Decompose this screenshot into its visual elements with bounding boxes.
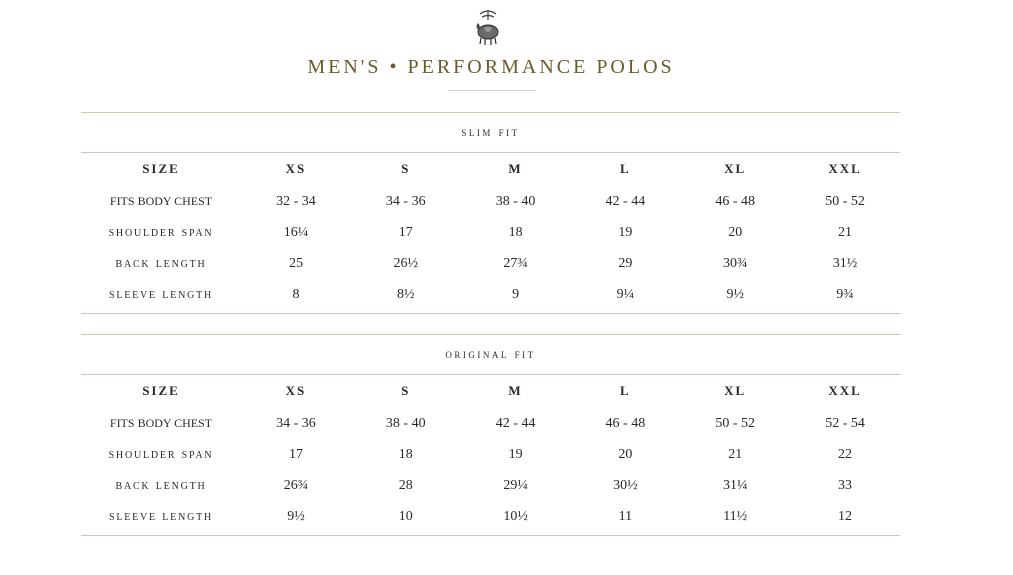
table-row — [81, 408, 900, 439]
header-cell: XL — [724, 383, 747, 398]
section-top-divider — [81, 112, 900, 113]
row-label: FITS BODY CHEST — [109, 194, 213, 208]
table-row — [81, 217, 900, 248]
table-cell: 26¾ — [283, 477, 309, 493]
row-label: sleeve length — [108, 508, 214, 524]
table-cell: 18 — [398, 446, 413, 462]
table-cell: 29 — [618, 255, 633, 271]
table-row — [81, 501, 900, 532]
table-cell: 25 — [288, 255, 303, 271]
table-cell: 8½ — [397, 286, 415, 302]
table-cell: 38 - 40 — [385, 415, 426, 431]
header-cell: XS — [285, 161, 307, 176]
table-cell: 12 — [838, 508, 853, 524]
table-cell: 34 - 36 — [276, 415, 316, 431]
section-title: original fit — [445, 346, 536, 361]
section-bottom-divider — [81, 535, 900, 536]
table-row — [81, 470, 900, 501]
table-cell: 26½ — [393, 255, 418, 271]
table-cell: 19 — [618, 224, 633, 240]
table-cell: 21 — [728, 446, 743, 462]
table-header-row — [81, 374, 900, 408]
table-cell: 33 — [838, 477, 853, 493]
table-row — [81, 248, 900, 279]
header-cell: M — [508, 383, 523, 398]
table-cell: 8 — [292, 286, 300, 302]
header-cell: XXL — [828, 161, 862, 176]
table-cell: 17 — [288, 446, 303, 462]
row-label: back length — [115, 255, 207, 271]
table-cell: 9 — [512, 286, 520, 302]
table-cell: 10 — [398, 508, 413, 524]
table-cell: 20 — [618, 446, 633, 462]
size-table — [81, 152, 900, 310]
row-label: sleeve length — [108, 286, 214, 302]
table-cell: 50 - 52 — [715, 415, 756, 431]
table-cell: 9¾ — [836, 286, 854, 302]
table-cell: 16¼ — [283, 224, 309, 240]
header-cell: M — [508, 161, 523, 176]
header-cell: S — [401, 161, 411, 176]
header-cell: SIZE — [142, 383, 180, 398]
table-cell: 9½ — [726, 286, 744, 302]
table-cell: 42 - 44 — [495, 415, 536, 431]
table-cell: 21 — [838, 224, 853, 240]
header-cell: SIZE — [142, 161, 180, 176]
table-cell: 50 - 52 — [825, 193, 865, 209]
table-cell: 19 — [508, 446, 523, 462]
table-cell: 11½ — [723, 508, 748, 524]
row-label: FITS BODY CHEST — [109, 416, 213, 430]
table-cell: 31¼ — [722, 477, 748, 493]
table-cell: 31½ — [832, 255, 858, 271]
table-cell: 38 - 40 — [495, 193, 536, 209]
table-cell: 27¾ — [503, 255, 528, 271]
header-cell: L — [620, 383, 631, 398]
header-cell: XS — [285, 383, 307, 398]
table-cell: 32 - 34 — [276, 193, 316, 209]
table-cell: 52 - 54 — [825, 415, 865, 431]
table-cell: 9¼ — [616, 286, 635, 302]
golden-fleece-logo-icon — [470, 8, 506, 48]
table-row — [81, 439, 900, 470]
table-cell: 29¼ — [503, 477, 528, 493]
table-header-row — [81, 152, 900, 186]
row-label: shoulder span — [108, 224, 214, 240]
row-label: shoulder span — [108, 446, 214, 462]
table-cell: 20 — [728, 224, 743, 240]
table-row — [81, 279, 900, 310]
section-title: slim fit — [461, 124, 520, 139]
original-fit-section — [81, 334, 900, 536]
table-cell: 46 - 48 — [605, 415, 646, 431]
size-table — [81, 374, 900, 532]
table-cell: 10½ — [503, 508, 528, 524]
table-cell: 18 — [508, 224, 523, 240]
slim-fit-section — [81, 112, 900, 314]
section-bottom-divider — [81, 313, 900, 314]
table-cell: 9½ — [287, 508, 305, 524]
table-row — [81, 186, 900, 217]
header-cell: L — [620, 161, 631, 176]
table-cell: 34 - 36 — [385, 193, 426, 209]
table-cell: 28 — [398, 477, 413, 493]
header-cell: XL — [724, 161, 747, 176]
header-cell: S — [401, 383, 411, 398]
table-cell: 30¾ — [722, 255, 748, 271]
table-cell: 17 — [398, 224, 413, 240]
row-label: back length — [115, 477, 207, 493]
page-title: MEN'S • PERFORMANCE POLOS — [307, 56, 675, 78]
table-cell: 30½ — [613, 477, 638, 493]
title-divider — [448, 90, 536, 91]
header-cell: XXL — [828, 383, 862, 398]
table-cell: 11 — [618, 508, 633, 524]
table-cell: 42 - 44 — [605, 193, 646, 209]
table-cell: 46 - 48 — [715, 193, 756, 209]
table-cell: 22 — [838, 446, 853, 462]
section-top-divider — [81, 334, 900, 335]
